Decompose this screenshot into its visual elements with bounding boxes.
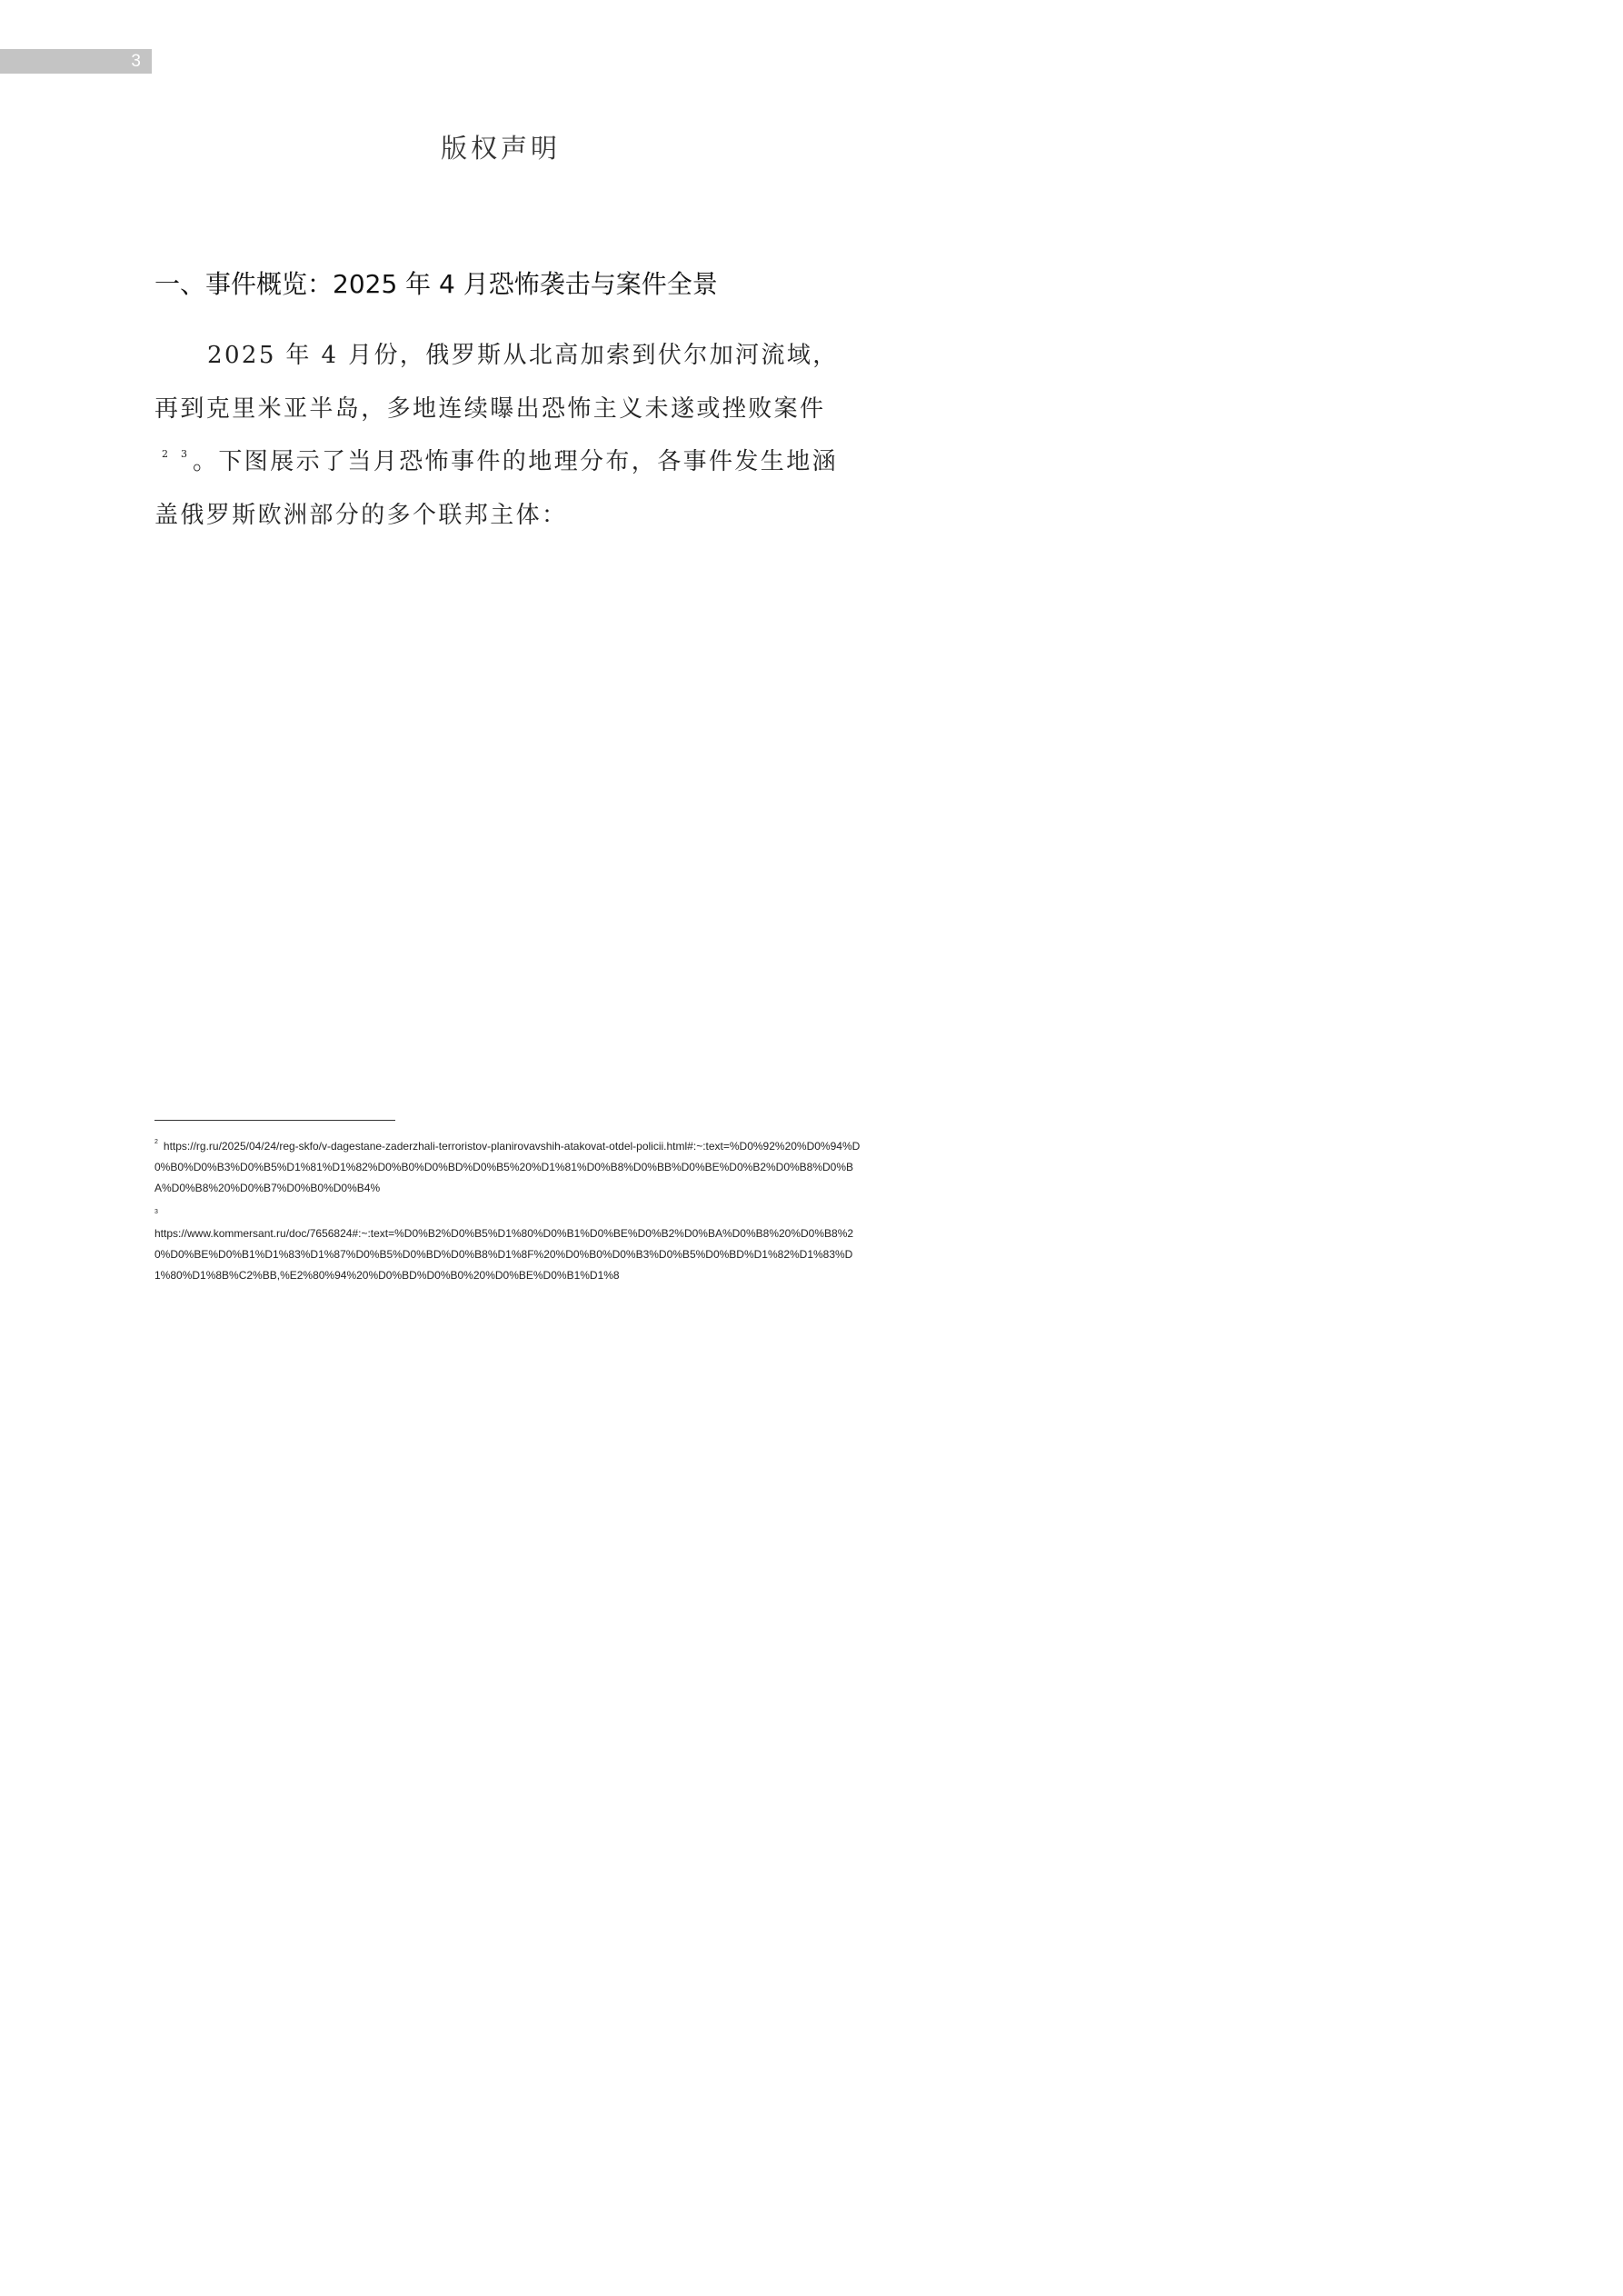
section-heading: 一、事件概览：2025 年 4 月恐怖袭击与案件全景 — [154, 269, 718, 299]
page-number-tab — [0, 49, 152, 74]
footnote-3-url[interactable]: https://www.kommersant.ru/doc/7656824#:~:text=%D0%B2%D0%B5%D1%80%D0%B1%D0%BE%D0%B2%D0%BA%D0%B8%20%D0%B8%20%D0%BE%D0%B1%D1%83%D1%87%D0%B5%D0%BD%D0%B8%D1%8F%20%D0%B0%D0%B3%D0%B5%D0%BD%D1%82%D1%83%D1%80%D1%8B%C2%BB,%E2%80%94%20%D0%BD%D0%B0%20%D0%BE%D0%B1%D1%8 — [154, 1227, 854, 1282]
footnote-separator — [154, 1120, 395, 1121]
footnote-3 — [154, 1206, 863, 1286]
footnote-2 — [154, 1136, 863, 1199]
paragraph-text-end: 。下图展示了当月恐怖事件的地理分布，各事件发生地涵盖俄罗斯欧洲部分的多个联邦主体： — [154, 448, 839, 529]
paragraph-text-start: 2025 年 4 月份，俄罗斯从北高加索到伏尔加河流域，再到克里米亚半岛，多地连续曝出恐怖主义未遂或挫败案件 — [154, 342, 839, 423]
footnote-ref-2[interactable]: 2 — [162, 448, 168, 460]
footnote-2-url[interactable]: https://rg.ru/2025/04/24/reg-skfo/v-dagestane-zaderzhali-terroristov-planirovavshih-atakovat-otdel-policii.html#:~:text=%D0%92%20%D0%94%D0%B0%D0%B3%D0%B5%D1%81%D1%82%D0%B0%D0%BD%D0%B5%20%D1%81%D0%B8%D0%BB%D0%BE%D0%B2%D0%B8%D0%BA%D0%B8%20%D0%B7%D0%B0%D0%B4% — [154, 1140, 861, 1194]
footnote-mark-3: 3 — [154, 1209, 158, 1215]
body-paragraph — [154, 329, 854, 542]
footnote-ref-3[interactable]: 3 — [181, 448, 187, 460]
page-heading: 版权声明 — [440, 133, 561, 164]
footnote-mark-2: 2 — [154, 1139, 158, 1145]
page-number: 3 — [131, 52, 141, 71]
